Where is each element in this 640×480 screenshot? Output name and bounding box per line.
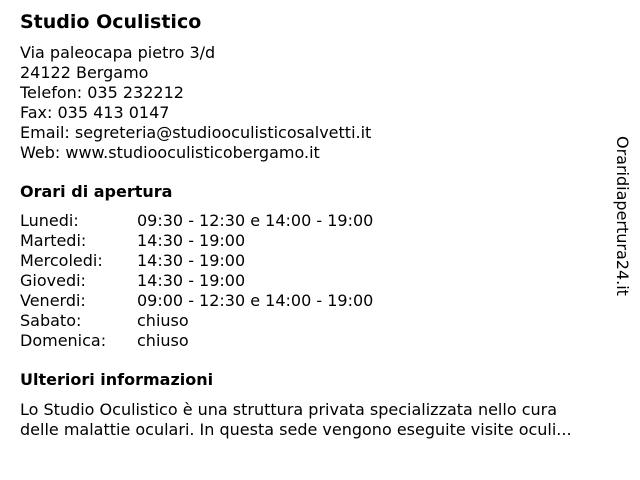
- address-street: Via paleocapa pietro 3/d: [20, 43, 216, 62]
- hours-day: Mercoledi:: [20, 251, 103, 270]
- opening-hours-table: [20, 211, 620, 351]
- hours-day: Sabato:: [20, 311, 82, 330]
- business-card: [20, 10, 620, 440]
- site-watermark: [611, 136, 633, 308]
- hours-row-wednesday: [20, 251, 620, 271]
- phone-number: Telefon: 035 232212: [20, 83, 184, 102]
- hours-row-saturday: [20, 311, 620, 331]
- hours-day: Giovedi:: [20, 271, 86, 290]
- hours-day: Martedi:: [20, 231, 87, 250]
- website-url: Web: www.studiooculisticobergamo.it: [20, 143, 320, 162]
- address-city: 24122 Bergamo: [20, 63, 149, 82]
- hours-row-monday: [20, 211, 620, 231]
- hours-row-friday: [20, 291, 620, 311]
- fax-number: Fax: 035 413 0147: [20, 103, 170, 122]
- opening-hours-heading: Orari di apertura: [20, 182, 173, 201]
- hours-day: Lunedi:: [20, 211, 79, 230]
- hours-day: Venerdi:: [20, 291, 86, 310]
- hours-time: 14:30 - 19:00: [137, 251, 246, 270]
- hours-row-tuesday: [20, 231, 620, 251]
- further-info-text: [20, 400, 622, 440]
- hours-time: 14:30 - 19:00: [137, 271, 246, 290]
- hours-time: chiuso: [137, 311, 189, 330]
- business-name: Studio Oculistico: [20, 11, 202, 33]
- hours-day: Domenica:: [20, 331, 107, 350]
- hours-time: 14:30 - 19:00: [137, 231, 246, 250]
- hours-row-sunday: [20, 331, 620, 351]
- hours-time: 09:00 - 12:30 e 14:00 - 19:00: [137, 291, 374, 310]
- hours-time: 09:30 - 12:30 e 14:00 - 19:00: [137, 211, 374, 230]
- further-info-heading: Ulteriori informazioni: [20, 370, 214, 389]
- further-info-line: delle malattie oculari. In questa sede vengono eseguite visite oculi...: [20, 420, 572, 439]
- email-address: Email: segreteria@studiooculisticosalvetti.it: [20, 123, 372, 142]
- watermark-text: Oraridiapertura24.it: [613, 136, 632, 296]
- hours-time: chiuso: [137, 331, 189, 350]
- hours-row-thursday: [20, 271, 620, 291]
- further-info-line: Lo Studio Oculistico è una struttura privata specializzata nello cura: [20, 400, 558, 419]
